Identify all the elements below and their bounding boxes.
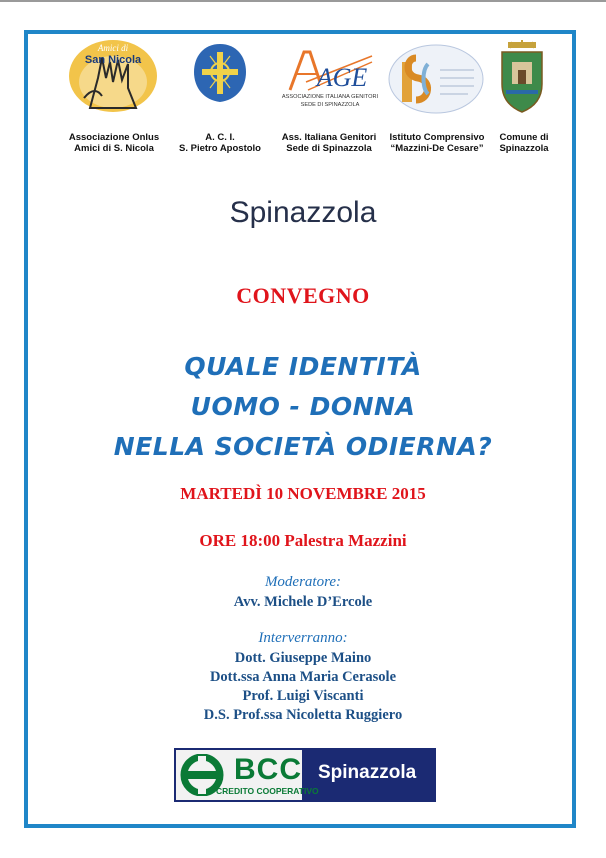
title-line-3: NELLA SOCIETÀ ODIERNA? [113, 432, 493, 461]
aci-cross-icon [192, 42, 248, 104]
svg-text:AGE: AGE [316, 63, 368, 92]
event-date: MARTEDÌ 10 NOVEMBRE 2015 [180, 484, 426, 503]
bcc-logo [176, 750, 319, 800]
speakers-label: Interverranno: [258, 630, 348, 646]
svg-text:Amici di: Amici di [97, 43, 129, 53]
hands-logo-icon [68, 38, 158, 114]
event-time-place: ORE 18:00 Palestra Mazzini [199, 531, 407, 550]
title-line-1: QUALE IDENTITÀ [184, 352, 422, 381]
city-heading: Spinazzola [229, 196, 377, 229]
moderator-name: Avv. Michele D’Ercole [233, 594, 373, 610]
speaker-name: Prof. Luigi Viscanti [242, 688, 364, 704]
logo-row [44, 38, 560, 158]
svg-text:SEDE DI SPINAZZOLA: SEDE DI SPINAZZOLA [300, 102, 360, 108]
age-logo-icon [276, 42, 380, 112]
logo-caption: Comune di Spinazzola [499, 132, 549, 154]
moderator-label: Moderatore: [264, 574, 342, 590]
speaker-name: Dott. Giuseppe Maino [234, 650, 372, 666]
svg-text:ASSOCIAZIONE ITALIANA GENITORI: ASSOCIAZIONE ITALIANA GENITORI [281, 94, 379, 100]
bcc-logo-sub: CREDITO COOPERATIVO [216, 786, 319, 796]
sponsor-name: Spinazzola [318, 762, 417, 783]
speaker-name: Dott.ssa Anna Maria Cerasole [209, 669, 397, 685]
svg-text:San Nicola: San Nicola [84, 54, 142, 66]
school-logo-icon [388, 44, 484, 114]
bcc-logo-text: BCC [234, 753, 302, 786]
logo-caption: A. C. I. S. Pietro Apostolo [179, 132, 261, 154]
speaker-name: D.S. Prof.ssa Nicoletta Ruggiero [203, 707, 403, 723]
logo-caption: Ass. Italiana Genitori Sede di Spinazzola [281, 132, 377, 154]
logo-caption: Istituto Comprensivo “Mazzini-De Cesare” [389, 132, 485, 154]
event-type: CONVEGNO [236, 283, 370, 308]
sponsor-banner [174, 748, 436, 802]
top-rule [0, 0, 606, 2]
logo-caption: Associazione Onlus Amici di S. Nicola [68, 132, 160, 154]
title-line-2: UOMO - DONNA [190, 392, 416, 421]
coat-of-arms-icon [498, 40, 546, 114]
